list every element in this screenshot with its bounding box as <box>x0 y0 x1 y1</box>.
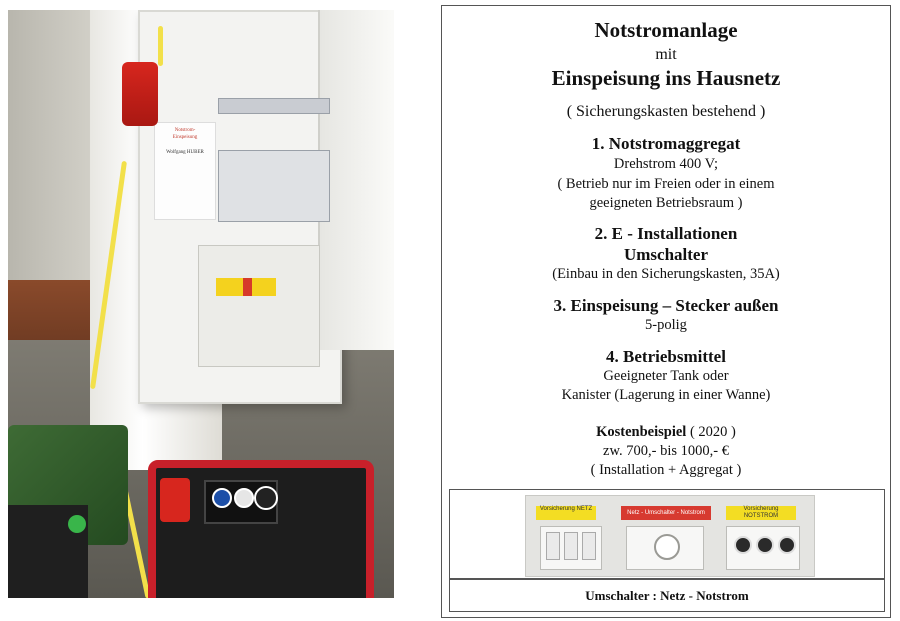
section-text: Geeigneter Tank oder <box>603 368 729 384</box>
changeover-switch-photo <box>525 495 815 577</box>
section-heading: 3. Einspeisung – Stecker außen <box>553 296 779 315</box>
fuse-cap-icon <box>734 536 752 554</box>
label-vorsicherung-netz: Vorsicherung NETZ <box>536 506 596 520</box>
section-text: ( Betrieb nur im Freien oder in einem <box>557 176 775 192</box>
section-text: Drehstrom 400 V; <box>613 156 719 172</box>
section-text: 5-polig <box>645 317 687 333</box>
title-second-line: Einspeisung ins Hausnetz <box>551 66 781 90</box>
rotary-dial-icon <box>654 534 680 560</box>
breaker-icon <box>582 532 596 560</box>
section-heading: 4. Betriebsmittel <box>606 347 726 366</box>
info-note <box>154 122 216 220</box>
fuse-cap-icon <box>778 536 796 554</box>
section-text: Kanister (Lagerung in einer Wanne) <box>561 387 771 403</box>
generator-socket <box>212 488 232 508</box>
info-sheet <box>441 5 891 618</box>
cost-heading <box>442 424 890 441</box>
installation-photo <box>8 10 394 598</box>
generator-plug <box>160 478 190 522</box>
title-connector: mit <box>655 46 677 63</box>
canister-cap <box>68 515 86 533</box>
section-heading: 2. E - Installationen <box>594 224 738 243</box>
generator-socket <box>234 488 254 508</box>
red-cee-plug <box>122 62 158 126</box>
cost-note: ( Installation + Aggregat ) <box>590 462 742 478</box>
note-line: Notstrom- <box>174 128 196 133</box>
yellow-cable <box>158 26 163 66</box>
changeover-switch-labels <box>216 278 276 296</box>
din-rail <box>218 98 330 114</box>
section-text: geeigneten Betriebsraum ) <box>589 195 743 211</box>
switch-caption <box>449 579 885 612</box>
section-heading: 1. Notstromaggregat <box>591 134 741 153</box>
caption-text: Umschalter : Netz - Notstrom <box>585 587 749 603</box>
switch-image-box <box>449 489 885 579</box>
label-vorsicherung-notstrom: Vorsicherung NOTSTROM <box>726 506 796 520</box>
title: Notstromanlage <box>594 18 738 42</box>
breaker-icon <box>546 532 560 560</box>
label-umschalter: Netz - Umschalter - Notstrom <box>621 506 711 520</box>
note-line: Wolfgang HUBER <box>166 150 204 155</box>
section-heading: Umschalter <box>623 245 709 264</box>
note-line: Einspeisung <box>172 135 198 140</box>
cost-year: ( 2020 ) <box>686 424 736 440</box>
cost-range: zw. 700,- bis 1000,- € <box>603 443 729 459</box>
cost-label: Kostenbeispiel <box>596 424 687 440</box>
section-text: (Einbau in den Sicherungskasten, 35A) <box>552 266 780 282</box>
generator-socket <box>254 486 278 510</box>
breaker-icon <box>564 532 578 560</box>
subtitle: ( Sicherungskasten bestehend ) <box>566 103 766 120</box>
breaker-row <box>218 150 330 222</box>
lower-panel <box>198 245 320 367</box>
fuse-cap-icon <box>756 536 774 554</box>
